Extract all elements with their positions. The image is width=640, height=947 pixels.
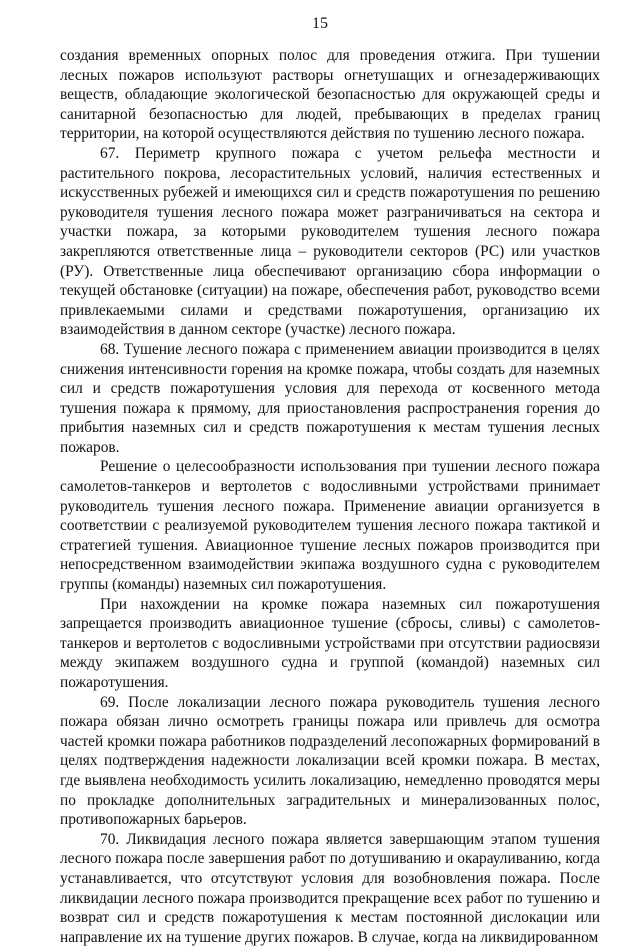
paragraph-continuation: создания временных опорных полос для проведения отжига. При тушении лесных пожаров используют растворы огнетушащих и огнезадерживающих веществ, обладающие экологической безопасностью для окружающей среды и санитарной безопасностью для людей, пребывающих в пределах границ территории, на которой осуществляются действия по тушению лесного пожара. (60, 47, 600, 143)
paragraph-69: 69. После локализации лесного пожара руководитель тушения лесного пожара обязан лично осмотреть границы пожара или привлечь для осмотра частей кромки пожара работников подразделений лесопожарных формирований в целях подтверждения надежности локализации всей кромки пожара. В местах, где выявлена необходимость усилить локализацию, немедленно проводятся меры по прокладке дополнительных заградительных и минерализованных полос, противопожарных барьеров. (60, 693, 600, 829)
paragraph-68: 68. Тушение лесного пожара с применением авиации производится в целях снижения интенсивности горения на кромке пожара, чтобы создать для наземных сил и средств пожаротушения условия для перехода от косвенного метода тушения пожара к прямому, для приостановления распространения горения до прибытия наземных сил и средств пожаротушения к местам тушения лесных пожаров. (60, 340, 600, 456)
body-text (60, 46, 600, 947)
page-number: 15 (312, 15, 328, 32)
paragraph-70: 70. Ликвидация лесного пожара является завершающим этапом тушения лесного пожара после завершения работ по дотушиванию и окарауливанию, когда устанавливается, что отсутствуют условия для возобновления пожара. После ликвидации лесного пожара производится прекращение всех работ по тушению и возврат сил и средств пожаротушения к местам постоянной дислокации или направление их на тушение других пожаров. В случае, когда на ликвидированном (60, 830, 600, 946)
paragraph-aviation-prohibition: При нахождении на кромке пожара наземных сил пожаротушения запрещается производить авиационное тушение (сбросы, сливы) с самолетов-танкеров и вертолетов с водосливными устройствами при отсутствии радиосвязи между экипажем воздушного судна и группой (командой) наземных сил пожаротушения. (60, 595, 600, 691)
paragraph-aviation-decision: Решение о целесообразности использования при тушении лесного пожара самолетов-танкеров и вертолетов с водосливными устройствами принимает руководитель тушения лесного пожара. Применение авиации организуется в соответствии с реализуемой руководителем тушения лесного пожара тактикой и стратегией тушения. Авиационное тушение лесных пожаров производится при непосредственном взаимодействии экипажа воздушного судна с руководителем группы (команды) наземных сил пожаротушения. (60, 458, 600, 594)
paragraph-67: 67. Периметр крупного пожара с учетом рельефа местности и растительного покрова, лесорастительных условий, наличия естественных и искусственных рубежей и имеющихся сил и средств пожаротушения по решению руководителя тушения лесного пожара может разграничиваться на сектора и участки пожара, за которыми руководителем тушения лесного пожара закрепляются ответственные лица – руководители секторов (РС) или участков (РУ). Ответственные лица обеспечивают организацию сбора информации о текущей обстановке (ситуации) на пожаре, обеспечения работ, руководство всеми привлекаемыми силами и средствами пожаротушения, организацию их взаимодействия в данном секторе (участке) лесного пожара. (60, 144, 600, 339)
